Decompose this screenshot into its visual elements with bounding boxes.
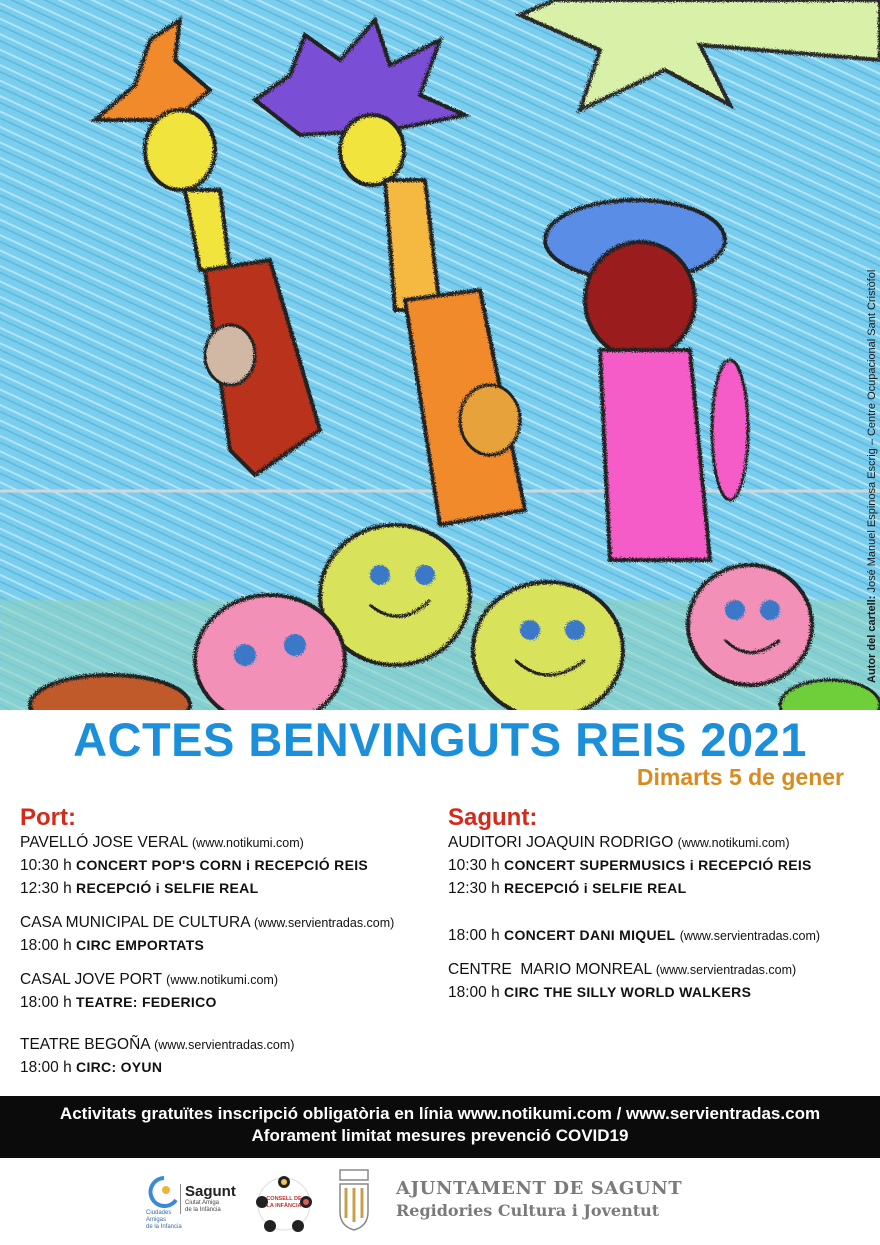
event-row xyxy=(448,924,868,947)
event-name: CIRC: OYUN xyxy=(76,1059,163,1075)
venue-name: CENTRE MARIO MONREAL xyxy=(448,961,652,978)
venue-auditori xyxy=(448,832,868,854)
event-row xyxy=(20,877,440,900)
artwork-credit xyxy=(866,270,878,683)
event-time: 10:30 h xyxy=(448,857,500,874)
event-row xyxy=(20,934,440,957)
coat-of-arms-icon xyxy=(334,1168,374,1238)
banner-line-covid: Aforament limitat mesures prevenció COVID19 xyxy=(251,1126,629,1145)
venue-pavello xyxy=(20,832,440,854)
ajuntament-name: AJUNTAMENT DE SAGUNT xyxy=(396,1178,683,1199)
consell-infancia-logo xyxy=(252,1172,316,1236)
city-heading-port: Port: xyxy=(20,804,76,831)
venue-url[interactable]: (www.servientradas.com) xyxy=(254,916,395,930)
sagunt-schedule xyxy=(448,804,868,1004)
regidories-name: Regidories Cultura i Joventut xyxy=(396,1201,660,1220)
venue-name: PAVELLÓ JOSE VERAL xyxy=(20,834,188,851)
venue-url[interactable]: (www.servientradas.com) xyxy=(655,963,797,977)
port-schedule xyxy=(20,804,440,1079)
banner-line-registration: Activitats gratuïtes inscripció obligatòria en línia www.notikumi.com / www.servientradas.com xyxy=(59,1104,821,1123)
event-time: 10:30 h xyxy=(20,857,72,874)
sagunt-coat-of-arms xyxy=(334,1168,374,1238)
logo-text: Ciutat Amiga xyxy=(185,1200,220,1206)
logo-text: Ciudades xyxy=(146,1210,172,1216)
event-time: 18:00 h xyxy=(20,994,72,1011)
venue-url[interactable]: (www.notikumi.com) xyxy=(192,836,304,850)
ciutat-amiga-logo xyxy=(146,1174,238,1232)
venue-name: CASA MUNICIPAL DE CULTURA xyxy=(20,914,250,931)
event-time: 12:30 h xyxy=(448,880,500,897)
event-name: RECEPCIÓ i SELFIE REAL xyxy=(76,880,259,896)
logo-text: LA INFÀNCIA xyxy=(266,1203,302,1209)
page-title: ACTES BENVINGUTS REIS 2021 xyxy=(73,713,807,766)
event-time: 12:30 h xyxy=(20,880,72,897)
logo-brand: Sagunt xyxy=(185,1183,236,1200)
venue-casal-jove xyxy=(20,969,440,991)
event-url[interactable]: (www.servientradas.com) xyxy=(679,929,821,943)
event-name: CONCERT SUPERMUSICS i RECEPCIÓ REIS xyxy=(504,857,812,873)
venue-teatre-begona xyxy=(20,1034,440,1056)
logo-text: de la Infància xyxy=(185,1207,221,1213)
event-row xyxy=(448,981,868,1004)
event-name: CIRC EMPORTATS xyxy=(76,937,205,953)
event-row xyxy=(448,854,868,877)
event-name: RECEPCIÓ i SELFIE REAL xyxy=(504,880,687,896)
event-time: 18:00 h xyxy=(448,927,500,944)
venue-name: AUDITORI JOAQUIN RODRIGO xyxy=(448,834,674,851)
ajuntament-signature xyxy=(396,1178,682,1220)
venue-name: CASAL JOVE PORT xyxy=(20,971,162,988)
venue-url[interactable]: (www.notikumi.com) xyxy=(166,973,278,987)
event-row xyxy=(20,1056,440,1079)
event-name: CONCERT DANI MIQUEL xyxy=(504,927,676,943)
logo-text: Amigas xyxy=(146,1217,167,1223)
logo-text: CONSELL DE xyxy=(266,1196,302,1202)
logo-text: de la Infancia xyxy=(146,1224,182,1230)
event-time: 18:00 h xyxy=(448,984,500,1001)
credit-label: Autor del cartell: xyxy=(866,595,878,683)
event-name: CIRC THE SILLY WORLD WALKERS xyxy=(504,984,752,1000)
event-time: 18:00 h xyxy=(20,1059,72,1076)
city-heading-sagunt: Sagunt: xyxy=(448,804,538,831)
event-time: 18:00 h xyxy=(20,937,72,954)
venue-casa-municipal xyxy=(20,912,440,934)
event-row xyxy=(20,854,440,877)
child-friendly-city-icon xyxy=(146,1174,182,1214)
event-date: Dimarts 5 de gener xyxy=(636,764,844,790)
event-row xyxy=(20,991,440,1014)
event-name: TEATRE: FEDERICO xyxy=(76,994,217,1010)
venue-mario-monreal xyxy=(448,959,868,981)
venue-url[interactable]: (www.servientradas.com) xyxy=(154,1038,295,1052)
info-banner xyxy=(0,1096,880,1158)
venue-name: TEATRE BEGOÑA xyxy=(20,1036,150,1053)
venue-url[interactable]: (www.notikumi.com) xyxy=(677,836,790,850)
event-name: CONCERT POP'S CORN i RECEPCIÓ REIS xyxy=(76,857,369,873)
credit-name: José Manuel Espinosa Escrig – Centre Ocupacional Sant Cristòfol xyxy=(866,269,878,593)
event-row xyxy=(448,877,868,900)
